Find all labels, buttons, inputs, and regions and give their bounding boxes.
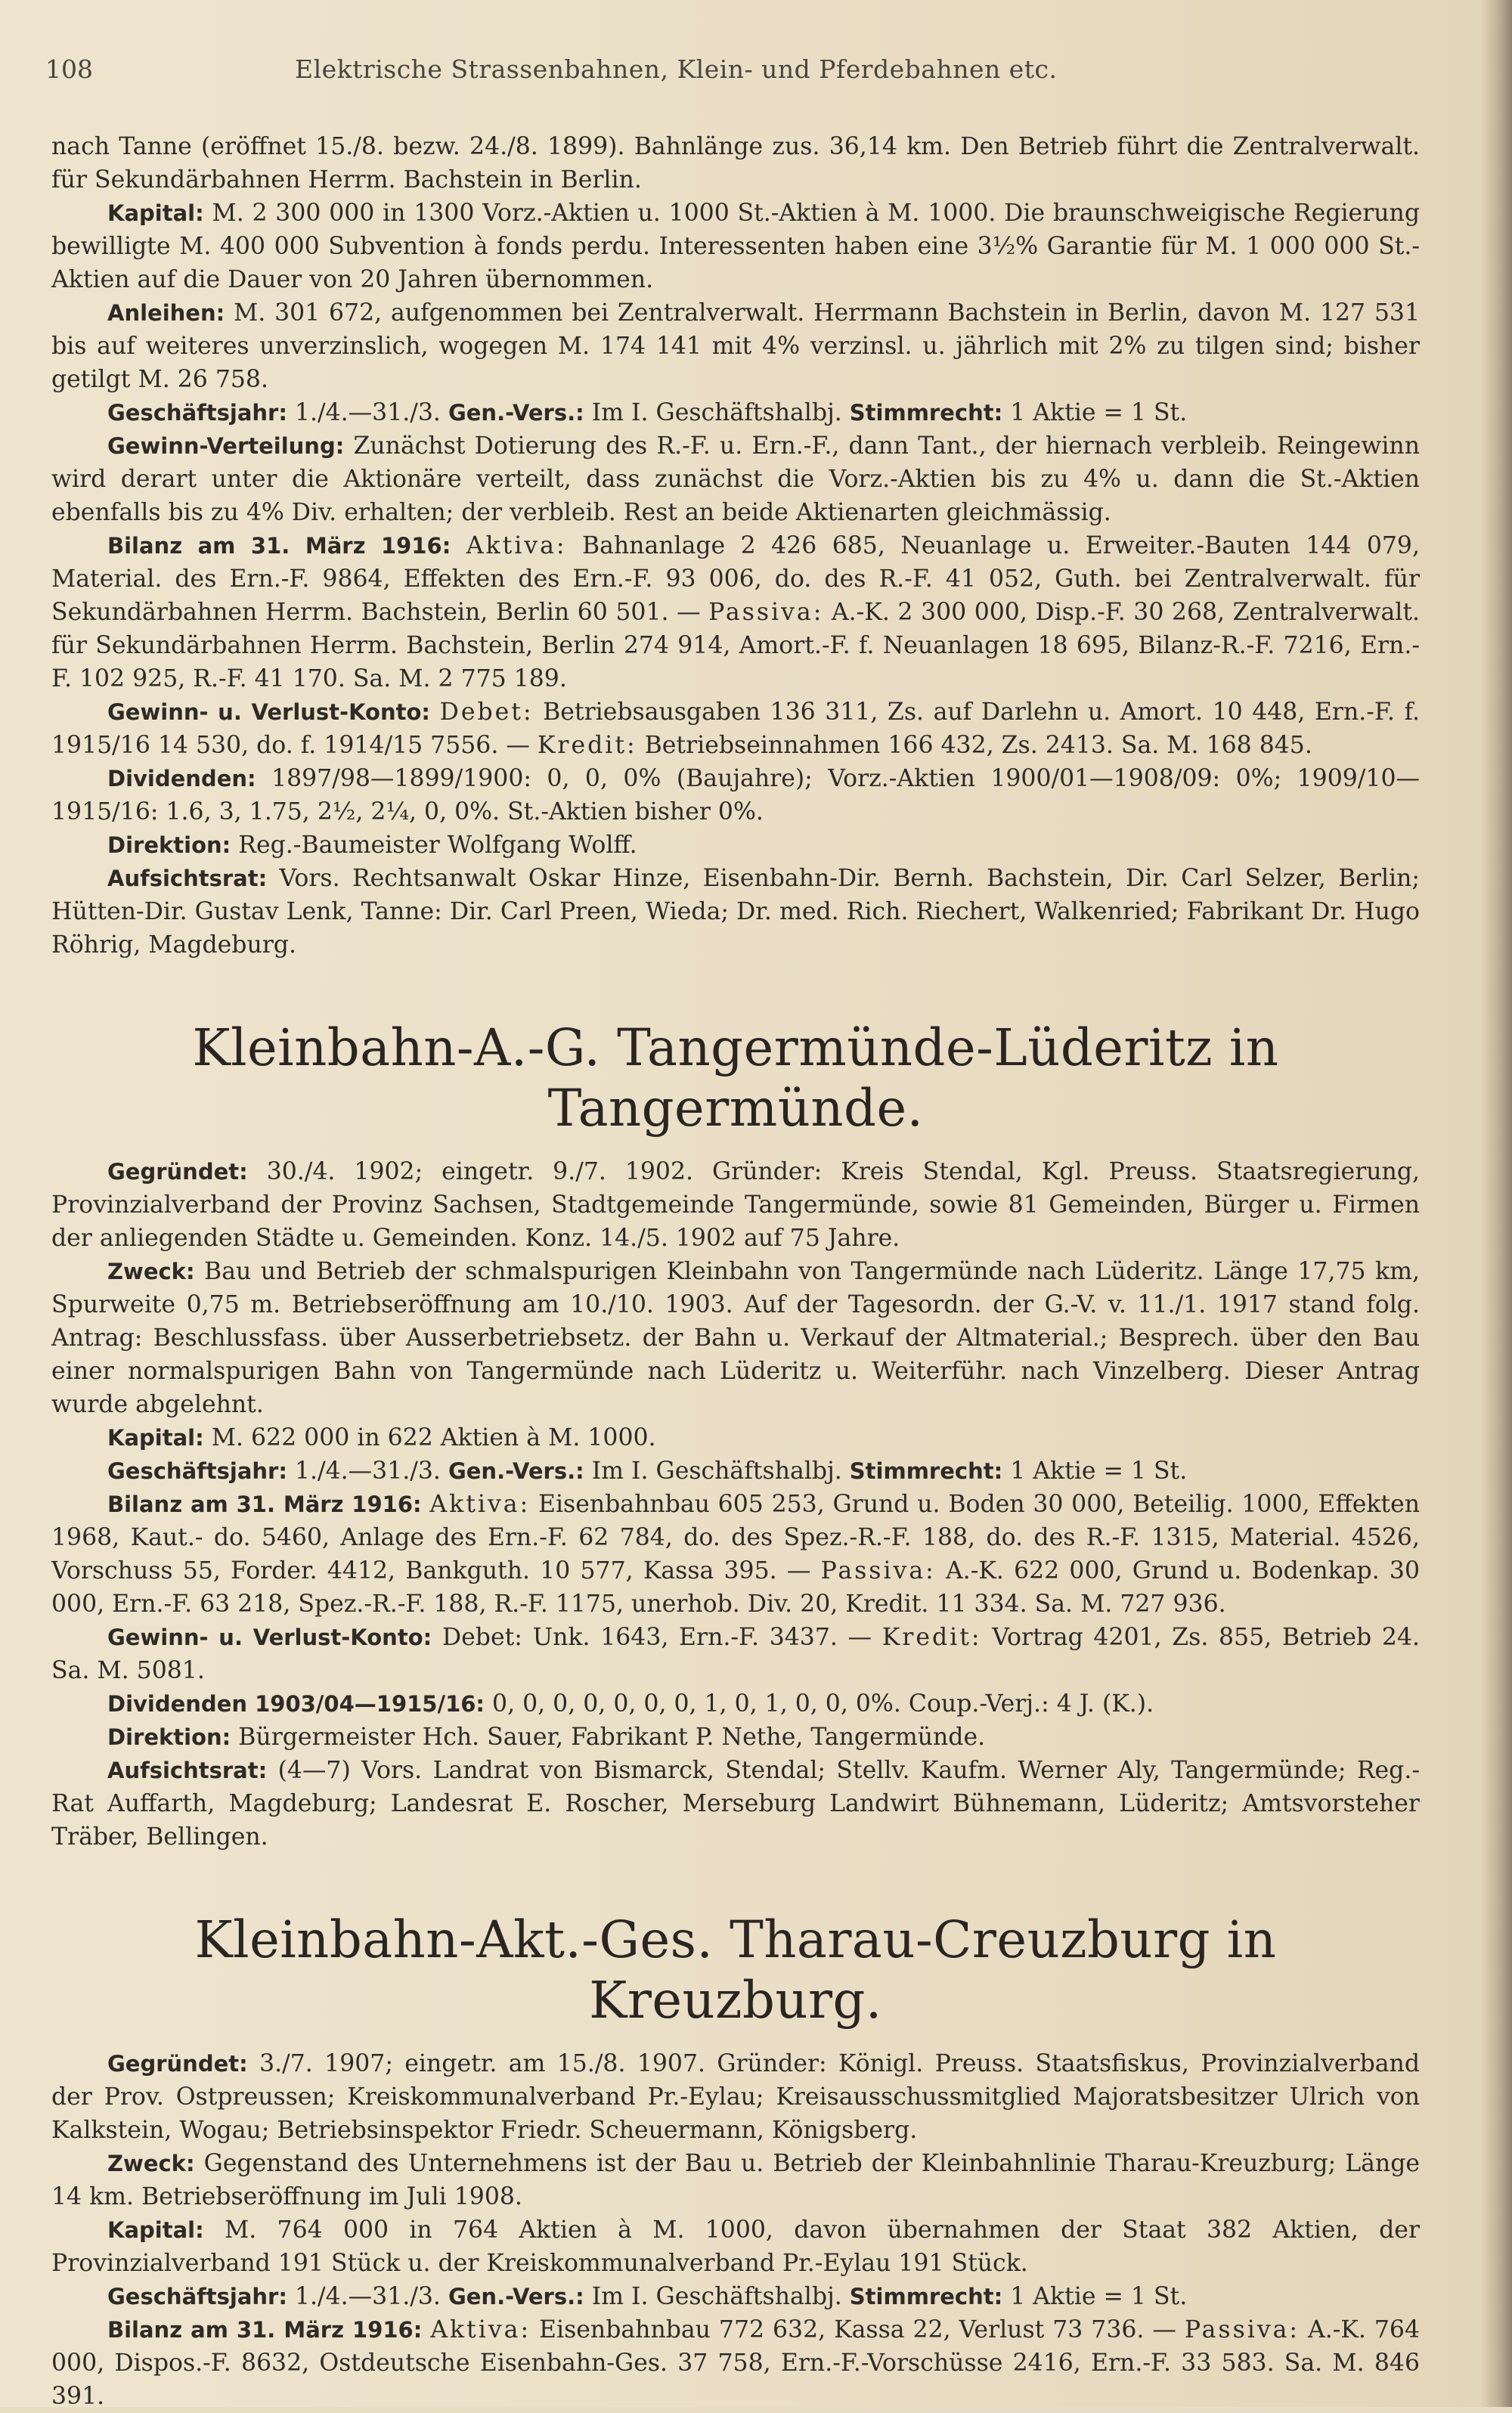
bilanz-label: Bilanz am 31. März 1916: — [107, 533, 451, 559]
kapital-paragraph — [51, 1421, 1420, 1454]
guv-label: Gewinn- u. Verlust-Konto: — [107, 1625, 432, 1650]
aktiva-label: Aktiva: — [466, 532, 567, 559]
dividenden-paragraph — [51, 1687, 1420, 1721]
zweck-label: Zweck: — [107, 2151, 195, 2176]
aufsichtsrat-label: Aufsichtsrat: — [107, 1758, 268, 1783]
aktiva-label: Aktiva: — [430, 2316, 531, 2343]
geschaeftsjahr-label: Geschäftsjahr: — [107, 1458, 287, 1484]
kapital-label: Kapital: — [107, 2217, 204, 2243]
aufsichtsrat-paragraph — [51, 1754, 1420, 1854]
kapital-label: Kapital: — [107, 1425, 204, 1451]
kredit-label: Kredit: — [537, 732, 637, 759]
entry-tharau-creuzburg — [51, 1910, 1420, 2413]
gegruendet-label: Gegründet: — [107, 2051, 248, 2077]
gen-vers-label: Gen.-Vers.: — [448, 1458, 584, 1484]
kredit-label: Kredit: — [881, 1624, 982, 1651]
direktion-label: Direktion: — [107, 832, 231, 858]
gen-vers-label: Gen.-Vers.: — [448, 400, 584, 426]
direktion-label: Direktion: — [107, 1724, 231, 1750]
direktion-paragraph — [51, 829, 1420, 862]
debet-text: Unk. 1643, Ern.-F. 3437. — — [532, 1624, 872, 1651]
geschaeftsjahr-paragraph — [51, 396, 1420, 429]
kredit-text: Betriebseinnahmen 166 432, Zs. 2413. Sa. M. 168 845. — [644, 732, 1312, 759]
guv-paragraph — [51, 695, 1420, 762]
gen-vers-text: Im I. Geschäftshalbj. — [591, 1457, 842, 1485]
passiva-text: A.-K. 2 300 000, Disp.-F. 30 268, Zentralverwalt. für Sekundärbahnen Herrm. Bachstein, Berlin 274 914, Amort.-F. f. Neuanlagen 18 695, Bilanz-R.-F. 7216, Ern.-F. 102 925, R.-F. 41 170. Sa. M. 2 775 189. — [51, 599, 1421, 692]
bilanz-paragraph — [51, 1488, 1420, 1621]
gen-vers-text: Im I. Geschäftshalbj. — [591, 2283, 842, 2310]
stimmrecht-label: Stimmrecht: — [849, 2284, 1003, 2309]
passiva-text: A.-K. 622 000, Grund u. Bodenkap. 30 000, Ern.-F. 63 218, Spez.-R.-F. 188, R.-F. 1175, unerhob. Div. 20, Kredit. 11 334. Sa. M. 727 936. — [51, 1557, 1421, 1618]
geschaeftsjahr-text: 1./4.—31./3. — [294, 399, 441, 426]
bilanz-label: Bilanz am 31. März 1916: — [107, 1491, 422, 1517]
entry-intro-paragraph — [51, 130, 1420, 197]
aufsichtsrat-text: (4—7) Vors. Landrat von Bismarck, Stendal; Stellv. Kaufm. Werner Aly, Tangermünde; Reg.-Rat Auffarth, Magdeburg; Landesrat E. Roscher, Merseburg Landwirt Bühnemann, Lüderitz; Amtsvorsteher Träber, Bellingen. — [51, 1757, 1421, 1851]
entry-continued — [51, 130, 1420, 962]
guv-label: Gewinn- u. Verlust-Konto: — [107, 699, 430, 725]
kapital-text: M. 764 000 in 764 Aktien à M. 1000, davon übernahmen der Staat 382 Aktien, der Provinzialverband 191 Stück u. der Kreiskommunalverband Pr.-Eylau 191 Stück. — [51, 2216, 1421, 2277]
page-content — [51, 130, 1420, 2413]
direktion-paragraph — [51, 1721, 1420, 1754]
geschaeftsjahr-label: Geschäftsjahr: — [107, 400, 287, 426]
aufsichtsrat-text: Vors. Rechtsanwalt Oskar Hinze, Eisenbahn-Dir. Bernh. Bachstein, Dir. Carl Selzer, Berlin; Hütten-Dir. Gustav Lenk, Tanne: Dir. Carl Preen, Wieda; Dr. med. Rich. Riechert, Walkenried; Fabrikant Dr. Hugo Röhrig, Magdeburg. — [51, 865, 1421, 959]
section-heading: Kleinbahn-A.-G. Tangermünde-Lüderitz in Tangermünde. — [192, 1018, 1279, 1138]
stimmrecht-text: 1 Aktie = 1 St. — [1010, 1457, 1188, 1485]
zweck-text: Bau und Betrieb der schmalspurigen Kleinbahn von Tangermünde nach Lüderitz. Länge 17,75 km, Spurweite 0,75 m. Betriebseröffnung am 10./10. 1903. Auf der Tagesordn. der G.-V. v. 11./1. 1917 stand folg. Antrag: Beschlussfass. über Ausserbetriebsetz. der Bahn u. Verkauf der Altmaterial.; Besprech. über den Bau einer normalspurigen Bahn von Tangermünde nach Lüderitz u. Weiterführ. nach Vinzelberg. Dieser Antrag wurde abgelehnt. — [51, 1258, 1420, 1418]
gegruendet-paragraph — [51, 2047, 1420, 2147]
stimmrecht-text: 1 Aktie = 1 St. — [1010, 2283, 1188, 2310]
gen-vers-text: Im I. Geschäftshalbj. — [591, 399, 842, 426]
running-title: Elektrische Strassenbahnen, Klein- und Pferdebahnen etc. — [295, 54, 1058, 84]
book-spine-shadow — [1480, 0, 1512, 2407]
gewinn-verteilung-label: Gewinn-Verteilung: — [107, 433, 345, 459]
dividenden-label: Dividenden 1903/04—1915/16: — [107, 1691, 485, 1717]
passiva-text: A.-K. 764 000, Dispos.-F. 8632, Ostdeutsche Eisenbahn-Ges. 37 758, Ern.-F.-Vorschüsse 2416, Ern.-F. 33 583. Sa. M. 846 391. — [51, 2316, 1421, 2410]
aufsichtsrat-label: Aufsichtsrat: — [107, 866, 268, 891]
zweck-paragraph — [51, 1255, 1420, 1421]
aktiva-text: Eisenbahnbau 772 632, Kassa 22, Verlust 73 736. — — [539, 2316, 1176, 2343]
anleihen-paragraph — [51, 296, 1420, 396]
kapital-text: M. 622 000 in 622 Aktien à M. 1000. — [211, 1424, 656, 1451]
aktiva-label: Aktiva: — [429, 1491, 531, 1518]
geschaeftsjahr-paragraph — [51, 1454, 1420, 1488]
section-heading: Kleinbahn-Akt.-Ges. Tharau-Creuzburg in Kreuzburg. — [194, 1910, 1277, 2030]
entry-tangermuende — [51, 1018, 1420, 1854]
intro-text: nach Tanne (eröffnet 15./8. bezw. 24./8. 1899). Bahnlänge zus. 36,14 km. Den Betrieb führt die Zentralverwalt. für Sekundärbahnen Herrm. Bachstein in Berlin. — [51, 133, 1420, 194]
gegruendet-paragraph — [51, 1155, 1420, 1255]
passiva-label: Passiva: — [708, 599, 824, 626]
gewinn-verteilung-paragraph — [51, 429, 1420, 529]
geschaeftsjahr-text: 1./4.—31./3. — [294, 2283, 441, 2310]
dividenden-paragraph — [51, 762, 1420, 829]
dividenden-text: 1897/98—1899/1900: 0, 0, 0% (Baujahre); Vorz.-Aktien 1900/01—1908/09: 0%; 1909/10—1915/16: 1.6, 3, 1.75, 2½, 2¼, 0, 0%. St.-Aktien bisher 0%. — [51, 765, 1420, 826]
passiva-label: Passiva: — [820, 1557, 936, 1584]
page-number: 108 — [45, 54, 93, 84]
page-header — [45, 54, 1467, 100]
geschaeftsjahr-text: 1./4.—31./3. — [294, 1457, 441, 1485]
stimmrecht-label: Stimmrecht: — [849, 400, 1003, 426]
gegruendet-text: 3./7. 1907; eingetr. am 15./8. 1907. Gründer: Königl. Preuss. Staatsfiskus, Provinzialverband der Prov. Ostpreussen; Kreiskommunalverband Pr.-Eylau; Kreisausschussmitglied Majoratsbesitzer Ulrich von Kalkstein, Wogau; Betriebsinspektor Friedr. Scheuermann, Königsberg. — [51, 2050, 1421, 2144]
zweck-label: Zweck: — [107, 1259, 195, 1284]
kredit-text: Vortrag 4201, Zs. 855, Betrieb 24. Sa. M. 5081. — [51, 1624, 1421, 1684]
dividenden-text: 0, 0, 0, 0, 0, 0, 0, 1, 0, 1, 0, 0, 0%. Coup.-Verj.: 4 J. (K.). — [492, 1690, 1154, 1718]
anleihen-label: Anleihen: — [107, 300, 225, 326]
stimmrecht-text: 1 Aktie = 1 St. — [1010, 399, 1188, 426]
bilanz-paragraph — [51, 2313, 1420, 2413]
stimmrecht-label: Stimmrecht: — [849, 1458, 1003, 1484]
aktiva-text: Eisenbahnbau 605 253, Grund u. Boden 30 000, Beteilig. 1000, Effekten 1968, Kaut.- do. 5460, Anlage des Ern.-F. 62 784, do. des Spez.-R.-F. 188, do. des R.-F. 1315, Material. 4526, Vorschuss 55, Forder. 4412, Bankguth. 10 577, Kassa 395. — — [51, 1491, 1421, 1584]
debet-label: Debet: — [442, 1624, 522, 1651]
gegruendet-label: Gegründet: — [107, 1159, 248, 1185]
passiva-label: Passiva: — [1184, 2316, 1300, 2343]
gen-vers-label: Gen.-Vers.: — [448, 2284, 584, 2309]
debet-text: Betriebsausgaben 136 311, Zs. auf Darlehn u. Amort. 10 448, Ern.-F. f. 1915/16 14 530, do. f. 1914/15 7556. — — [51, 698, 1421, 759]
guv-paragraph — [51, 1621, 1420, 1687]
zweck-paragraph — [51, 2147, 1420, 2213]
kapital-text: M. 2 300 000 in 1300 Vorz.-Aktien u. 1000 St.-Aktien à M. 1000. Die braunschweigische Regierung bewilligte M. 400 000 Subvention à fonds perdu. Interessenten haben eine 3½% Garantie für M. 1 000 000 St.-Aktien auf die Dauer von 20 Jahren übernommen. — [51, 200, 1420, 293]
aktiva-text: Bahnanlage 2 426 685, Neuanlage u. Erweiter.-Bauten 144 079, Material. des Ern.-F. 9864, Effekten des Ern.-F. 93 006, do. des R.-F. 41 052, Guth. bei Zentralverwalt. für Sekundärbahnen Herrm. Bachstein, Berlin 60 501. — — [51, 532, 1420, 626]
kapital-paragraph — [51, 197, 1420, 296]
dividenden-label: Dividenden: — [107, 766, 256, 791]
zweck-text: Gegenstand des Unternehmens ist der Bau u. Betrieb der Kleinbahnlinie Tharau-Kreuzburg; Länge 14 km. Betriebseröffnung im Juli 1908. — [51, 2150, 1420, 2210]
debet-label: Debet: — [439, 698, 534, 726]
bilanz-label: Bilanz am 31. März 1916: — [107, 2317, 423, 2343]
geschaeftsjahr-label: Geschäftsjahr: — [107, 2284, 287, 2309]
gewinn-verteilung-text: Zunächst Dotierung des R.-F. u. Ern.-F., dann Tant., der hiernach verbleib. Reingewinn wird derart unter die Aktionäre verteilt, dass zunächst die Vorz.-Aktien bis zu 4% u. dann die St.-Aktien ebenfalls bis zu 4% Div. erhalten; der verbleib. Rest an beide Aktienarten gleichmässig. — [51, 432, 1420, 526]
geschaeftsjahr-paragraph — [51, 2280, 1420, 2313]
gegruendet-text: 30./4. 1902; eingetr. 9./7. 1902. Gründer: Kreis Stendal, Kgl. Preuss. Staatsregierung, Provinzialverband der Provinz Sachsen, Stadtgemeinde Tangermünde, sowie 81 Gemeinden, Bürger u. Firmen der anliegenden Städte u. Gemeinden. Konz. 14./5. 1902 auf 75 Jahre. — [51, 1158, 1421, 1252]
kapital-label: Kapital: — [107, 200, 204, 226]
anleihen-text: M. 301 672, aufgenommen bei Zentralverwalt. Herrmann Bachstein in Berlin, davon M. 127 531 bis auf weiteres unverzinslich, wogegen M. 174 141 mit 4% verzinsl. u. jährlich mit 2% zu tilgen sind; bisher getilgt M. 26 758. — [51, 299, 1421, 393]
aufsichtsrat-paragraph — [51, 862, 1420, 962]
direktion-text: Bürgermeister Hch. Sauer, Fabrikant P. Nethe, Tangermünde. — [238, 1724, 986, 1751]
direktion-text: Reg.-Baumeister Wolfgang Wolff. — [238, 832, 637, 859]
kapital-paragraph — [51, 2213, 1420, 2280]
bilanz-paragraph — [51, 529, 1420, 695]
